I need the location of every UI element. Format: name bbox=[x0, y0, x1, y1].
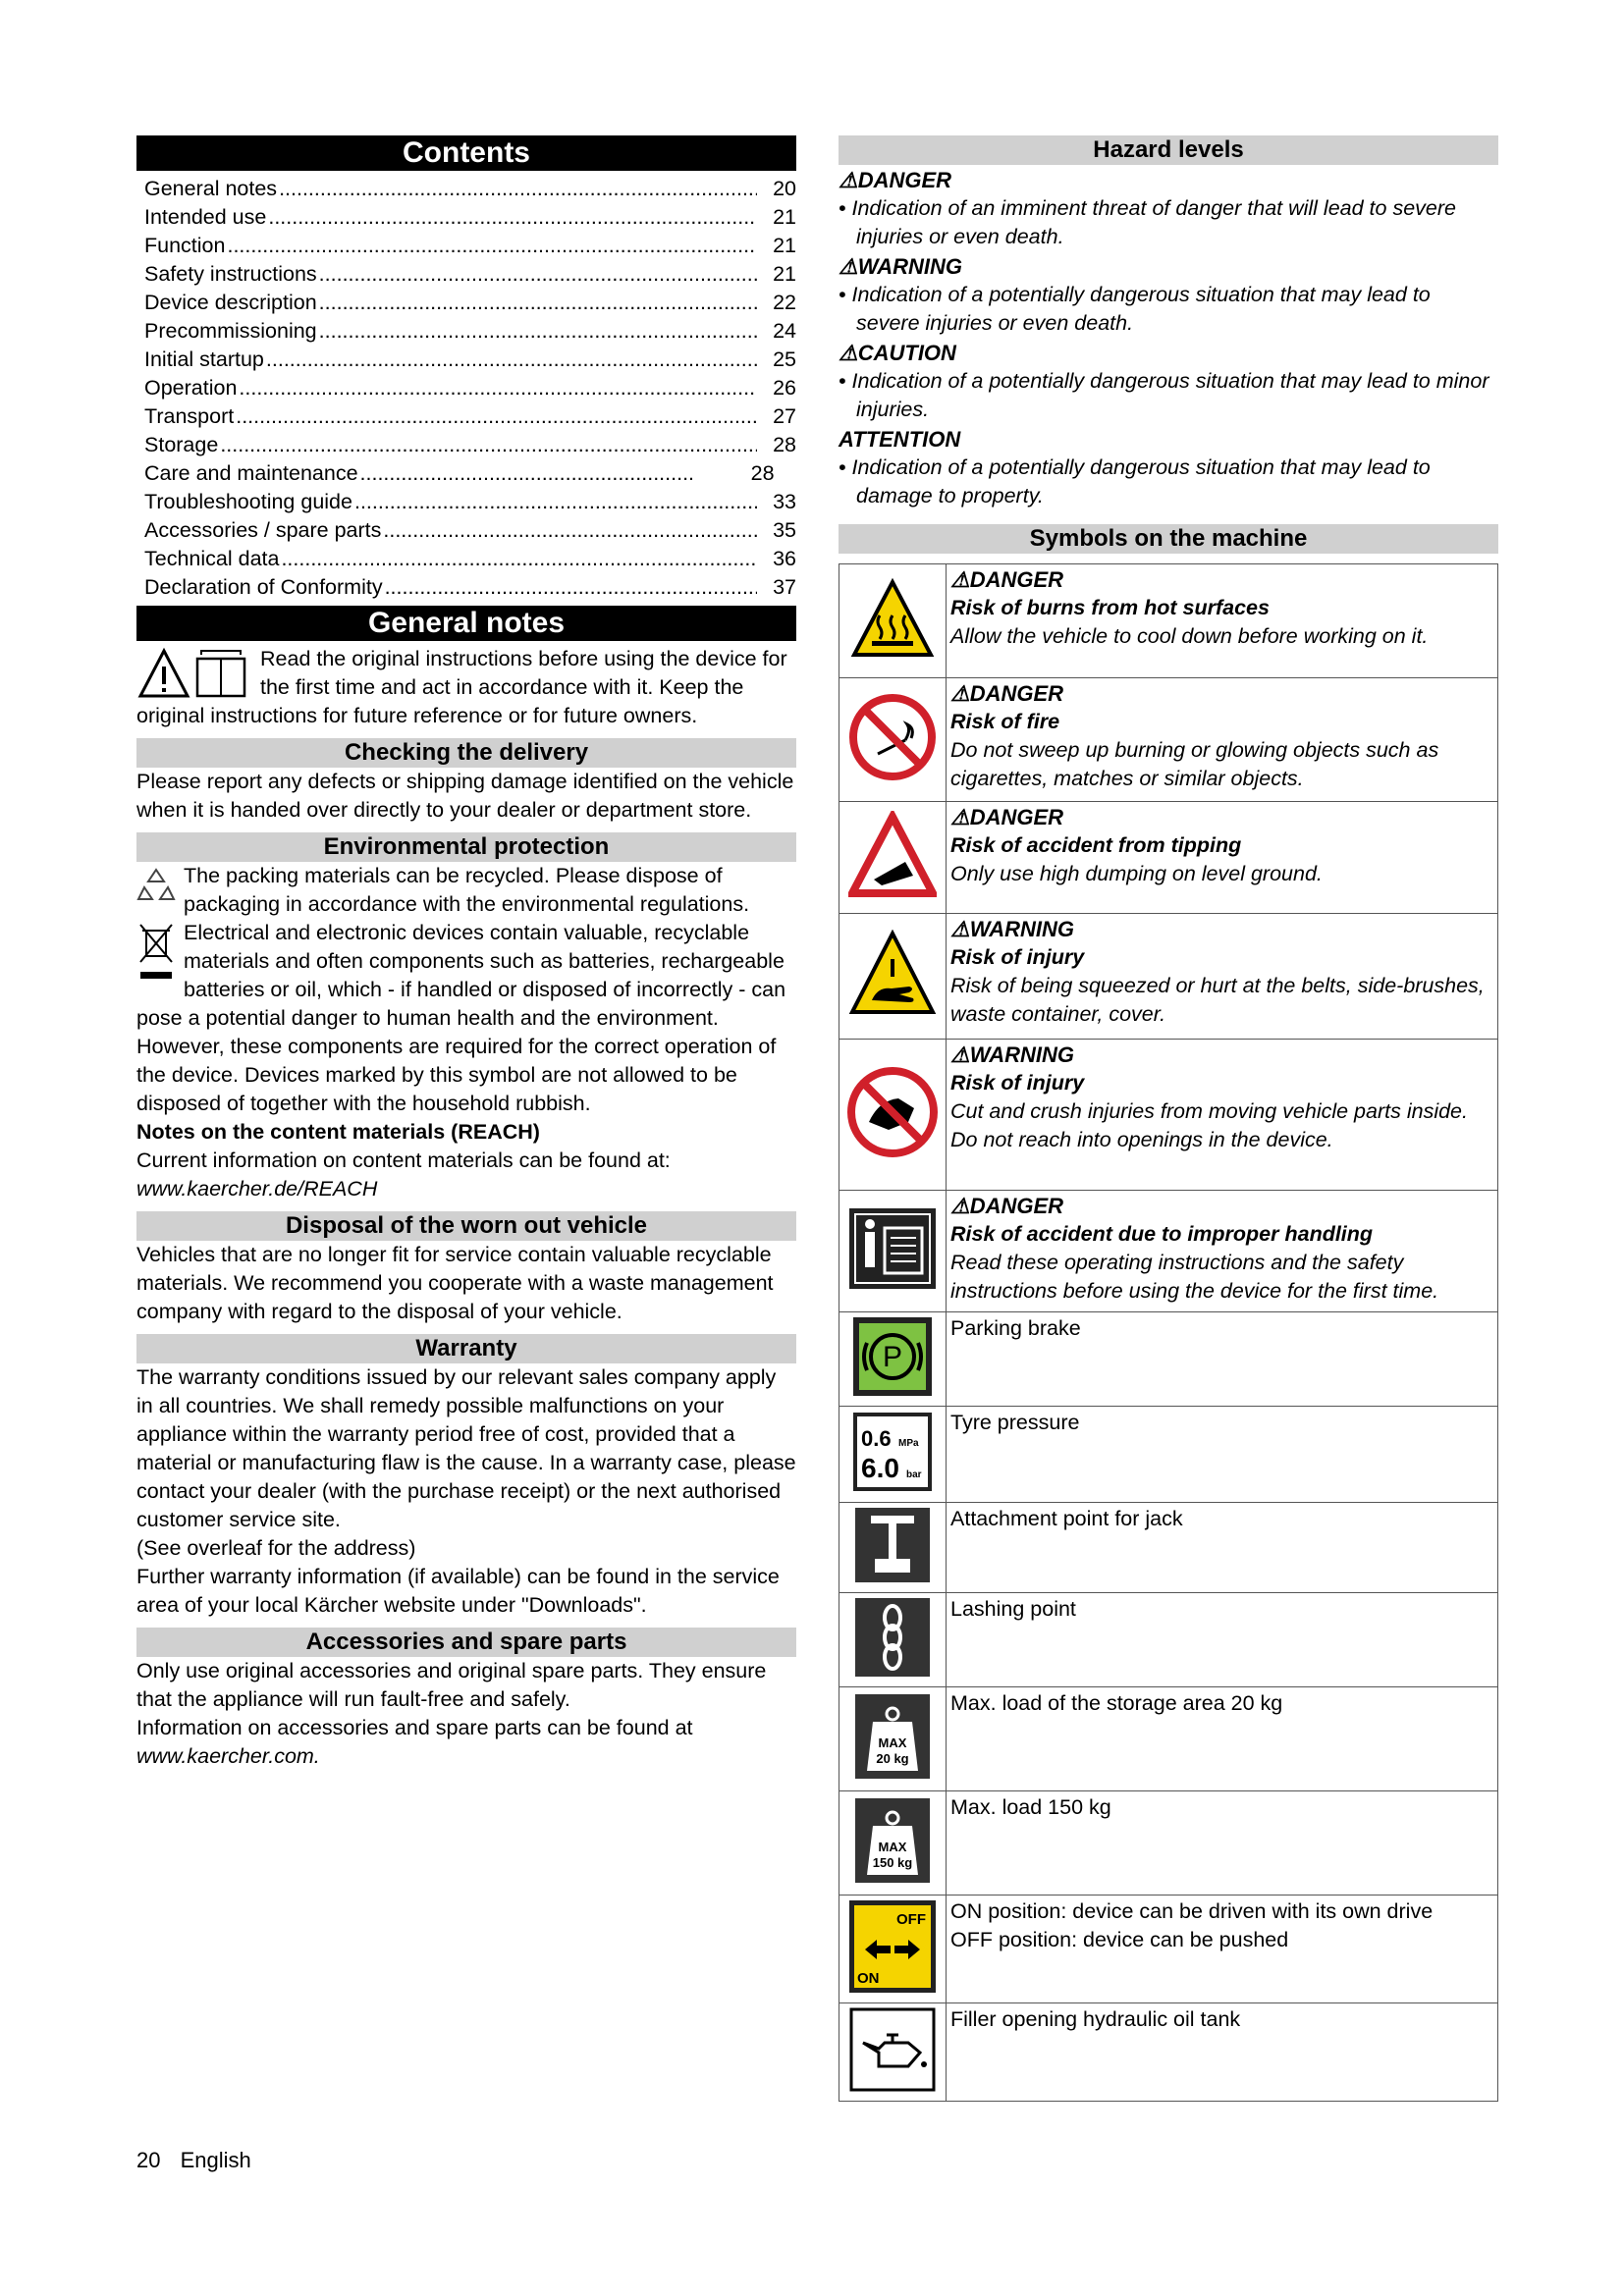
accessories-link[interactable]: www.kaercher.com. bbox=[136, 1744, 320, 1768]
symbol-icon-cell bbox=[839, 2003, 947, 2102]
symbol-icon-cell bbox=[839, 1407, 947, 1503]
toc-leader bbox=[236, 402, 757, 431]
toc-item[interactable] bbox=[144, 260, 796, 289]
symbol-text-cell bbox=[947, 1687, 1498, 1791]
symbol-text: Attachment point for jack bbox=[950, 1507, 1183, 1530]
toc-item[interactable] bbox=[144, 488, 796, 516]
toc-page: 21 bbox=[773, 205, 796, 229]
table-row bbox=[839, 1503, 1498, 1593]
toc-page: 24 bbox=[773, 319, 796, 343]
parking-brake-icon bbox=[851, 1315, 934, 1398]
hazard-caution-title: ⚠CAUTION bbox=[839, 341, 956, 365]
symbol-text: Filler opening hydraulic oil tank bbox=[950, 2007, 1241, 2031]
footer-language: English bbox=[180, 2148, 251, 2172]
table-row bbox=[839, 678, 1498, 802]
symbol-text-cell bbox=[947, 802, 1498, 914]
max-load-20-icon bbox=[853, 1692, 932, 1781]
toc-item[interactable] bbox=[144, 203, 796, 232]
toc-leader bbox=[360, 459, 694, 488]
symbol-text-cell bbox=[947, 914, 1498, 1040]
toc-page: 37 bbox=[773, 575, 796, 599]
symbol-text: Only use high dumping on level ground. bbox=[950, 862, 1323, 885]
warning-read-manual-icon bbox=[136, 645, 252, 700]
general-intro-text: Read the original instructions before using the device for the first time and act in accordance with it. Keep the original instructions for future reference or for future owners. bbox=[136, 647, 787, 727]
toc-item[interactable] bbox=[144, 431, 796, 459]
symbol-risk: Risk of burns from hot surfaces bbox=[950, 596, 1270, 619]
symbol-text: Parking brake bbox=[950, 1316, 1081, 1340]
table-row bbox=[839, 1687, 1498, 1791]
warranty-text-2: (See overleaf for the address) bbox=[136, 1536, 416, 1560]
warranty-text-1: The warranty conditions issued by our relevant sales company apply in all countries. We shall remedy possible malfunctions on your appliance within the warranty period free of cost, provided that a material or manufacturing flaw is the cause. In a warranty case, please contact your dealer (with the purchase receipt) or the next authorised customer service site. bbox=[136, 1365, 796, 1531]
toc-leader bbox=[319, 289, 757, 317]
toc-page: 28 bbox=[750, 461, 775, 485]
toc-page: 21 bbox=[773, 262, 796, 286]
page-footer bbox=[136, 2148, 251, 2173]
table-row bbox=[839, 1191, 1498, 1312]
symbol-level: ⚠WARNING bbox=[950, 917, 1075, 941]
symbols-heading: Symbols on the machine bbox=[839, 524, 1498, 554]
symbol-risk: Risk of injury bbox=[950, 1071, 1085, 1095]
symbol-icon-cell bbox=[839, 1191, 947, 1312]
reach-link[interactable]: www.kaercher.de/REACH bbox=[136, 1177, 378, 1201]
jack-icon bbox=[853, 1506, 932, 1584]
toc-leader bbox=[385, 573, 757, 602]
symbol-text-cell bbox=[947, 2003, 1498, 2102]
toc-item[interactable] bbox=[144, 573, 796, 602]
page-number: 20 bbox=[136, 2148, 161, 2172]
table-row bbox=[839, 1312, 1498, 1407]
symbol-risk: Risk of accident due to improper handling bbox=[950, 1222, 1374, 1246]
symbol-text-cell bbox=[947, 1040, 1498, 1191]
hot-surface-icon bbox=[850, 576, 935, 661]
toc-leader bbox=[281, 545, 757, 573]
table-row bbox=[839, 1896, 1498, 2003]
hazard-warning-text: • Indication of a potentially dangerous situation that may lead to severe injuries or even death. bbox=[839, 283, 1431, 335]
right-column bbox=[839, 135, 1498, 2102]
recycle-icon bbox=[136, 866, 176, 905]
env-block-2 bbox=[136, 919, 796, 1118]
symbol-text-2: Do not reach into openings in the device. bbox=[950, 1128, 1333, 1151]
table-row bbox=[839, 914, 1498, 1040]
symbol-icon-cell bbox=[839, 564, 947, 678]
hazard-attention-text: • Indication of a potentially dangerous situation that may lead to damage to property. bbox=[839, 455, 1431, 507]
toc-label: Device description bbox=[144, 291, 317, 314]
table-row bbox=[839, 564, 1498, 678]
symbol-icon-cell bbox=[839, 678, 947, 802]
toc-page: 22 bbox=[773, 291, 796, 314]
symbol-icon-cell bbox=[839, 1593, 947, 1687]
toc-page: 35 bbox=[773, 518, 796, 542]
symbol-level: ⚠DANGER bbox=[950, 567, 1064, 592]
toc-item[interactable] bbox=[144, 402, 796, 431]
env-text-2: Electrical and electronic devices contain valuable, recyclable materials and often components such as batteries, rechargeable batteries or oil, which - if handled or disposed of incorrectly - can pose a potential danger to human health and the environment. However, these components are required for the correct operation of the device. Devices marked by this symbol are not allowed to be disposed of together with the household rubbish. bbox=[136, 921, 786, 1115]
toc-label: Precommissioning bbox=[144, 319, 317, 343]
max-label: MAX bbox=[878, 1840, 907, 1854]
toc-label: General notes bbox=[144, 177, 278, 200]
weee-bin-icon bbox=[136, 921, 176, 984]
warranty-heading: Warranty bbox=[136, 1334, 796, 1363]
symbol-text: Max. load 150 kg bbox=[950, 1795, 1111, 1819]
symbol-text-cell bbox=[947, 1407, 1498, 1503]
symbol-text: Cut and crush injuries from moving vehicle parts inside. bbox=[950, 1099, 1468, 1123]
symbol-icon-cell bbox=[839, 802, 947, 914]
table-row bbox=[839, 2003, 1498, 2102]
no-reach-icon bbox=[845, 1065, 940, 1159]
hazard-attention-title: ATTENTION bbox=[839, 427, 961, 452]
accessories-heading: Accessories and spare parts bbox=[136, 1628, 796, 1657]
reach-text: Current information on content materials can be found at: bbox=[136, 1148, 671, 1172]
oil-can-icon bbox=[849, 2007, 936, 2092]
toc-page: 25 bbox=[773, 347, 796, 371]
toc-label: Transport bbox=[144, 404, 235, 428]
toc-label: Safety instructions bbox=[144, 262, 317, 286]
toc-leader bbox=[279, 175, 757, 203]
symbol-icon-cell bbox=[839, 1040, 947, 1191]
toc-leader bbox=[319, 317, 757, 346]
table-of-contents bbox=[136, 175, 796, 602]
contents-heading: Contents bbox=[136, 135, 796, 171]
symbol-text-cell bbox=[947, 1312, 1498, 1407]
symbol-text-2: OFF position: device can be pushed bbox=[950, 1928, 1289, 1951]
table-row bbox=[839, 1407, 1498, 1503]
symbol-text-cell bbox=[947, 1791, 1498, 1896]
toc-page: 27 bbox=[773, 404, 796, 428]
toc-label: Technical data bbox=[144, 547, 280, 570]
toc-label: Declaration of Conformity bbox=[144, 575, 383, 599]
max-load-150-icon bbox=[853, 1796, 932, 1885]
symbol-level: ⚠WARNING bbox=[950, 1042, 1075, 1067]
toc-item[interactable] bbox=[144, 459, 796, 488]
symbol-icon-cell bbox=[839, 1503, 947, 1593]
tipping-icon bbox=[848, 811, 937, 899]
toc-leader bbox=[239, 374, 757, 402]
symbol-text: Do not sweep up burning or glowing objects such as cigarettes, matches or similar objects. bbox=[950, 738, 1439, 790]
toc-item[interactable] bbox=[144, 175, 796, 203]
env-text-1: The packing materials can be recycled. Please dispose of packaging in accordance with the environmental regulations. bbox=[184, 864, 750, 916]
no-fire-icon bbox=[848, 693, 937, 781]
toc-label: Accessories / spare parts bbox=[144, 518, 382, 542]
hazard-danger-text: • Indication of an imminent threat of danger that will lead to severe injuries or even death. bbox=[839, 196, 1456, 248]
symbol-text: Risk of being squeezed or hurt at the belts, side-brushes, waste container, cover. bbox=[950, 974, 1485, 1026]
toc-leader bbox=[220, 431, 757, 459]
max-label: MAX bbox=[878, 1735, 907, 1750]
hazard-levels-list bbox=[839, 167, 1498, 510]
symbol-text-cell bbox=[947, 678, 1498, 802]
svg-text:P: P bbox=[882, 1341, 903, 1373]
table-row bbox=[839, 1040, 1498, 1191]
toc-page: 33 bbox=[773, 490, 796, 513]
symbol-text-cell bbox=[947, 1503, 1498, 1593]
checking-delivery-heading: Checking the delivery bbox=[136, 738, 796, 768]
toc-label: Operation bbox=[144, 376, 238, 400]
toc-leader bbox=[266, 346, 757, 374]
toc-label: Troubleshooting guide bbox=[144, 490, 352, 513]
accessories-text-1: Only use original accessories and original spare parts. They ensure that the appliance will run fault-free and safely. bbox=[136, 1659, 767, 1711]
symbol-text: ON position: device can be driven with its own drive bbox=[950, 1899, 1434, 1923]
table-row bbox=[839, 1593, 1498, 1687]
toc-item[interactable] bbox=[144, 289, 796, 317]
tyre-pressure-icon bbox=[851, 1411, 934, 1493]
toc-leader bbox=[227, 232, 757, 260]
left-column bbox=[136, 135, 796, 1771]
toc-item[interactable] bbox=[144, 232, 796, 260]
toc-label: Care and maintenance bbox=[144, 461, 358, 485]
symbol-level: ⚠DANGER bbox=[950, 805, 1064, 829]
on-off-icon bbox=[847, 1898, 938, 1995]
hand-crush-icon bbox=[848, 930, 937, 1018]
symbol-icon-cell bbox=[839, 914, 947, 1040]
toc-label: Function bbox=[144, 234, 226, 257]
symbol-text: Read these operating instructions and the safety instructions before using the device for the first time. bbox=[950, 1251, 1439, 1303]
symbol-text-cell bbox=[947, 1896, 1498, 2003]
symbol-level: ⚠DANGER bbox=[950, 1194, 1064, 1218]
max-value: 20 kg bbox=[876, 1751, 909, 1766]
table-row bbox=[839, 1791, 1498, 1896]
general-notes-heading: General notes bbox=[136, 606, 796, 641]
toc-page: 21 bbox=[773, 234, 796, 257]
reach-heading: Notes on the content materials (REACH) bbox=[136, 1120, 540, 1144]
symbol-text: Allow the vehicle to cool down before working on it. bbox=[950, 624, 1429, 648]
general-intro bbox=[136, 645, 796, 730]
on-label: ON bbox=[857, 1970, 880, 1987]
symbol-text-cell bbox=[947, 1593, 1498, 1687]
hazard-danger-title: ⚠DANGER bbox=[839, 168, 952, 192]
symbol-text-cell bbox=[947, 564, 1498, 678]
symbol-icon-cell bbox=[839, 1312, 947, 1407]
symbol-text: Lashing point bbox=[950, 1597, 1076, 1621]
lashing-icon bbox=[853, 1596, 932, 1679]
symbol-risk: Risk of accident from tipping bbox=[950, 833, 1242, 857]
symbol-text: Max. load of the storage area 20 kg bbox=[950, 1691, 1283, 1715]
toc-page: 36 bbox=[773, 547, 796, 570]
toc-leader bbox=[354, 488, 757, 516]
symbol-risk: Risk of injury bbox=[950, 945, 1085, 969]
toc-item[interactable] bbox=[144, 317, 796, 346]
toc-label: Intended use bbox=[144, 205, 267, 229]
symbol-text: Tyre pressure bbox=[950, 1411, 1080, 1434]
symbols-table bbox=[839, 563, 1498, 2102]
disposal-text: Vehicles that are no longer fit for service contain valuable recyclable materials. We recommend you cooperate with a waste management company with regard to the disposal of your vehicle. bbox=[136, 1243, 774, 1323]
env-block-1 bbox=[136, 862, 796, 919]
toc-leader bbox=[268, 203, 757, 232]
toc-leader bbox=[319, 260, 757, 289]
symbol-level: ⚠DANGER bbox=[950, 681, 1064, 706]
tyre-value-2: 6.0 bbox=[861, 1453, 899, 1483]
toc-item[interactable] bbox=[144, 545, 796, 573]
toc-label: Storage bbox=[144, 433, 219, 456]
toc-item[interactable] bbox=[144, 516, 796, 545]
symbol-icon-cell bbox=[839, 1896, 947, 2003]
toc-page: 26 bbox=[773, 376, 796, 400]
warranty-text-3: Further warranty information (if available) can be found in the service area of your local Kärcher website under "Downloads". bbox=[136, 1565, 780, 1617]
tyre-value-1: 0.6 bbox=[861, 1426, 892, 1451]
symbol-text-cell bbox=[947, 1191, 1498, 1312]
toc-item[interactable] bbox=[144, 374, 796, 402]
symbol-icon-cell bbox=[839, 1791, 947, 1896]
off-label: OFF bbox=[896, 1911, 926, 1928]
delivery-text: Please report any defects or shipping damage identified on the vehicle when it is handed over directly to your dealer or department store. bbox=[136, 770, 794, 822]
toc-page: 28 bbox=[773, 433, 796, 456]
toc-label: Initial startup bbox=[144, 347, 264, 371]
environmental-heading: Environmental protection bbox=[136, 832, 796, 862]
toc-leader bbox=[383, 516, 757, 545]
symbol-risk: Risk of fire bbox=[950, 710, 1060, 733]
toc-item[interactable] bbox=[144, 346, 796, 374]
table-row bbox=[839, 802, 1498, 914]
disposal-heading: Disposal of the worn out vehicle bbox=[136, 1211, 796, 1241]
read-manual-icon bbox=[847, 1206, 938, 1291]
hazard-levels-heading: Hazard levels bbox=[839, 135, 1498, 165]
tyre-unit-2: bar bbox=[906, 1469, 922, 1480]
symbol-icon-cell bbox=[839, 1687, 947, 1791]
max-value: 150 kg bbox=[872, 1855, 913, 1870]
hazard-caution-text: • Indication of a potentially dangerous situation that may lead to minor injuries. bbox=[839, 369, 1489, 421]
tyre-unit-1: MPa bbox=[898, 1438, 919, 1449]
toc-page: 20 bbox=[773, 177, 796, 200]
accessories-text-2: Information on accessories and spare parts can be found at bbox=[136, 1716, 693, 1739]
hazard-warning-title: ⚠WARNING bbox=[839, 254, 963, 279]
